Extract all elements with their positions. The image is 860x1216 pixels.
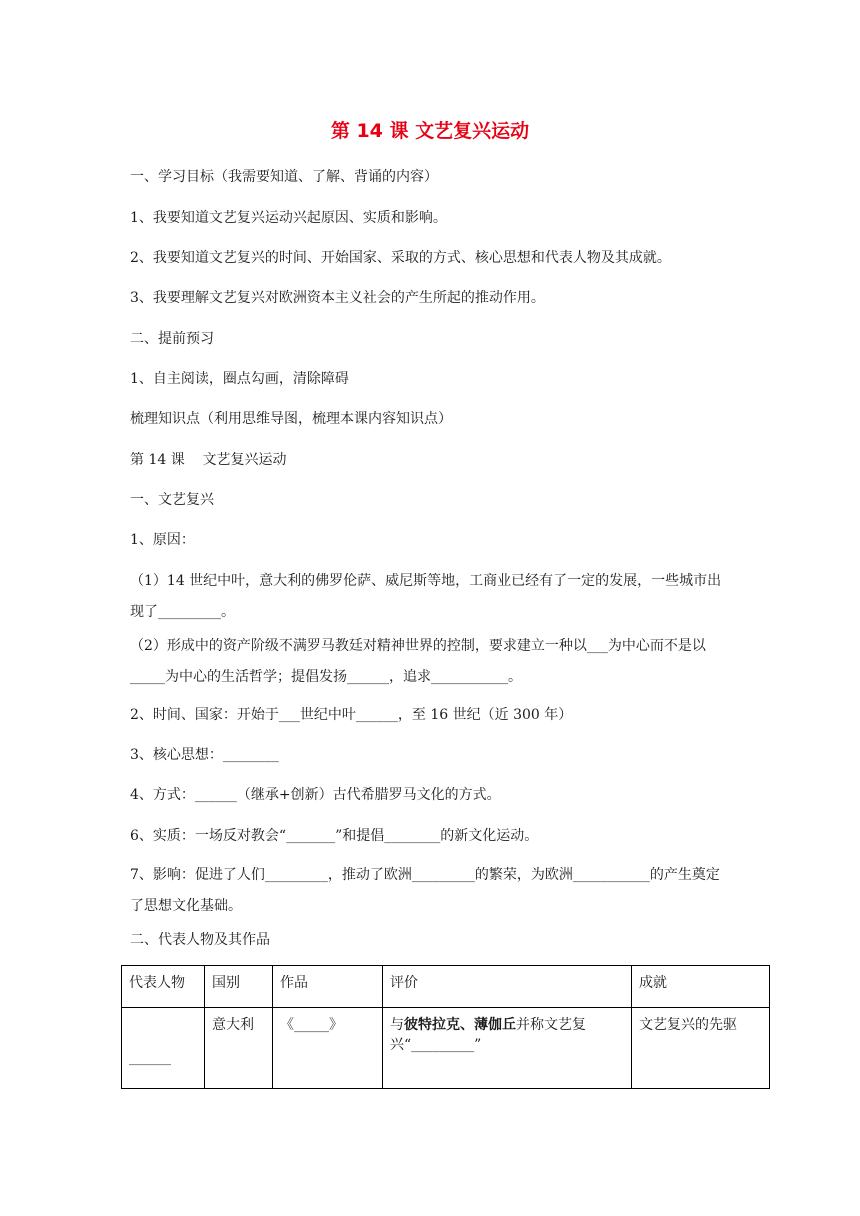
time-country: 2、时间、国家：开始于___世纪中叶______，至 16 世纪（近 300 年）	[130, 707, 573, 723]
cell-country: 意大利	[205, 1008, 273, 1089]
cell-achievement: 文艺复兴的先驱	[632, 1008, 770, 1089]
eval-separator: 、	[460, 1017, 474, 1033]
preview-heading: 二、提前预习	[130, 331, 214, 347]
person-blank: ______	[129, 1050, 171, 1066]
part2-heading: 二、代表人物及其作品	[130, 932, 270, 948]
header-achievement: 成就	[632, 966, 770, 1008]
header-country: 国别	[205, 966, 273, 1008]
goal-3: 3、我要理解文艺复兴对欧洲资本主义社会的产生所起的推动作用。	[130, 290, 545, 306]
figures-table	[121, 965, 770, 1089]
method: 4、方式：______（继承+创新）古代希腊罗马文化的方式。	[130, 787, 501, 803]
goal-1: 1、我要知道文艺复兴运动兴起原因、实质和影响。	[130, 210, 447, 226]
mindmap-instruction: 梳理知识点（利用思维导图，梳理本课内容知识点）	[130, 411, 452, 427]
cell-work: 《_____》	[273, 1008, 383, 1089]
preview-item-1: 1、自主阅读，圈点勾画，清除障碍	[130, 371, 349, 387]
cell-person	[122, 1008, 205, 1089]
goal-2: 2、我要知道文艺复兴的时间、开始国家、采取的方式、核心思想和代表人物及其成就。	[130, 250, 671, 266]
cause-2: （2）形成中的资产阶级不满罗马教廷对精神世界的控制，要求建立一种以___为中心而不是以_____为中心的生活哲学；提倡发扬______，追求___________。	[130, 638, 706, 685]
essence: 6、实质：一场反对教会“_______”和提倡________的新文化运动。	[130, 828, 539, 844]
header-work: 作品	[273, 966, 383, 1008]
header-evaluation: 评价	[383, 966, 632, 1008]
goals-heading: 一、学习目标（我需要知道、了解、背诵的内容）	[130, 169, 438, 185]
core-idea: 3、核心思想：________	[130, 747, 279, 763]
cause-heading: 1、原因：	[130, 532, 195, 548]
impact: 7、影响：促进了人们_________，推动了欧洲_________的繁荣，为欧洲___________的产生奠定了思想文化基础。	[130, 867, 720, 914]
table-row	[122, 1008, 770, 1089]
lesson-line: 第 14 课 文艺复兴运动	[130, 452, 287, 468]
table-header-row	[122, 966, 770, 1008]
part1-heading: 一、文艺复兴	[130, 492, 214, 508]
eval-suffix: 并称文艺复兴“_________”	[390, 1017, 586, 1053]
eval-prefix: 与	[390, 1017, 404, 1033]
page-title: 第 14 课 文艺复兴运动	[330, 120, 530, 142]
eval-petrarch: 彼特拉克	[404, 1017, 460, 1033]
eval-boccaccio: 薄伽丘	[474, 1017, 516, 1033]
cause-1: （1）14 世纪中叶，意大利的佛罗伦萨、威尼斯等地，工商业已经有了一定的发展，一些城市出现了_________。	[130, 573, 722, 620]
cell-evaluation	[383, 1008, 632, 1089]
header-person: 代表人物	[122, 966, 205, 1008]
